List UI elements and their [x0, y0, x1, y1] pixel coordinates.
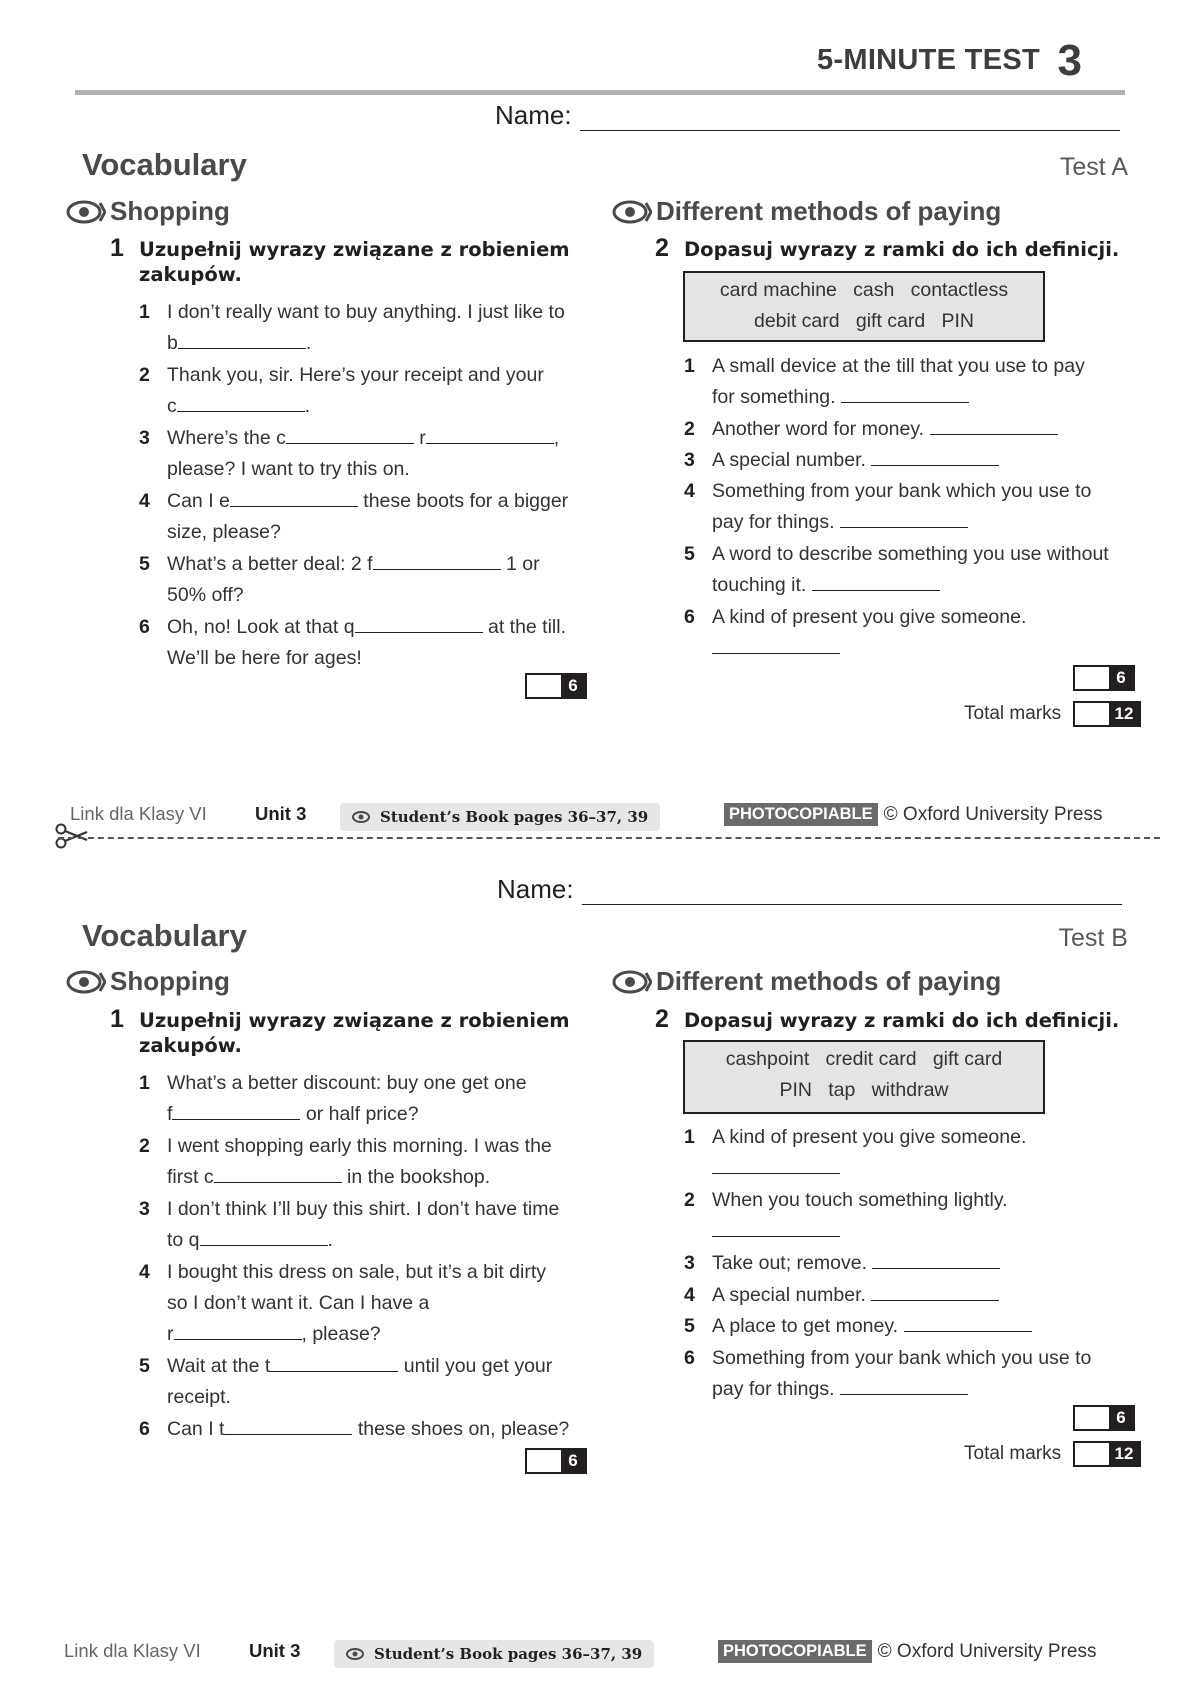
score-box [525, 1448, 587, 1474]
cut-line [58, 837, 1160, 839]
question-text: , please? [301, 1323, 381, 1345]
total-marks-label: Total marks [964, 703, 1062, 724]
question-text: f [167, 1103, 173, 1125]
word-box-line: cashpoint credit card gift card [725, 1048, 1003, 1070]
question-text: I bought this dress on sale, but it’s a bit dirty [167, 1261, 547, 1283]
instruction-line: zakupów. [139, 1034, 242, 1057]
answer-blank[interactable] [172, 1101, 300, 1120]
answer-blank[interactable] [904, 1313, 1032, 1332]
question-text: Oh, no! Look at that q [167, 616, 355, 638]
question-text: What’s a better deal: 2 f [167, 553, 373, 575]
answer-blank[interactable] [872, 1250, 1000, 1269]
word-box-line: card machine cash contactless [719, 279, 1009, 301]
score-input[interactable] [527, 675, 561, 697]
total-max: 12 [1109, 1443, 1139, 1465]
question-text: What’s a better discount: buy one get one [167, 1072, 527, 1094]
question-text: b [167, 332, 178, 354]
question-text: pay for things. [712, 1378, 835, 1400]
section-title: Vocabulary [82, 147, 247, 182]
total-marks-box [1073, 701, 1141, 727]
exercise-heading-text: Different methods of paying [656, 196, 1002, 226]
footer-unit: Unit 3 [255, 803, 307, 824]
question-text: until you get your [403, 1355, 553, 1377]
question-text: so I don’t want it. Can I have a [167, 1292, 430, 1314]
exercise-instruction [139, 237, 579, 287]
question-number: 2 [684, 1189, 695, 1211]
question-item [139, 549, 609, 611]
header-rule [75, 90, 1125, 95]
total-input[interactable] [1075, 1443, 1109, 1465]
word-box [683, 1040, 1045, 1114]
total-max: 12 [1109, 703, 1139, 725]
answer-blank[interactable] [426, 425, 554, 444]
score-box [1073, 665, 1135, 691]
question-text: We’ll be here for ages! [167, 647, 362, 669]
question-item [684, 445, 1154, 476]
question-number: 3 [139, 427, 150, 449]
answer-blank[interactable] [840, 509, 968, 528]
exercise-instruction: Dopasuj wyrazy z ramki do ich definicji. [684, 1009, 1120, 1032]
question-number: 2 [684, 418, 695, 440]
question-text: A place to get money. [712, 1315, 899, 1337]
scissors-icon [55, 822, 89, 850]
score-max: 6 [1109, 1407, 1133, 1429]
answer-blank[interactable] [286, 425, 414, 444]
question-number: 6 [139, 1418, 150, 1440]
name-label: Name: [495, 100, 572, 130]
question-number: 5 [139, 1355, 150, 1377]
score-input[interactable] [527, 1450, 561, 1472]
question-number: 6 [139, 616, 150, 638]
answer-blank[interactable] [812, 572, 940, 591]
question-item [139, 1351, 609, 1413]
score-box [525, 673, 587, 699]
question-text: to q [167, 1229, 200, 1251]
question-text: When you touch something lightly. [712, 1189, 1008, 1211]
question-text: Take out; remove. [712, 1252, 867, 1274]
eye-icon [612, 199, 652, 225]
question-item [684, 1280, 1154, 1311]
exercise-number: 1 [110, 1005, 124, 1033]
answer-blank[interactable] [270, 1353, 398, 1372]
question-text: Where’s the c [167, 427, 286, 449]
exercise-heading-paying [612, 196, 1001, 227]
answer-blank[interactable] [840, 1376, 968, 1395]
question-number: 4 [684, 1284, 695, 1306]
score-input[interactable] [1075, 667, 1109, 689]
word-box [683, 271, 1045, 342]
score-box [1073, 1405, 1135, 1431]
photocopiable-badge: PHOTOCOPIABLE [724, 803, 878, 826]
exercise-number: 1 [110, 234, 124, 262]
exercise-instruction: Dopasuj wyrazy z ramki do ich definicji. [684, 238, 1120, 261]
instruction-line: Uzupełnij wyrazy związane z robieniem [139, 238, 570, 261]
exercise-heading-shopping [66, 966, 230, 997]
copyright-text: © Oxford University Press [877, 1640, 1097, 1662]
question-number: 1 [139, 301, 150, 323]
instruction-line: Uzupełnij wyrazy związane z robieniem [139, 1009, 570, 1032]
question-number: 5 [139, 553, 150, 575]
exercise-heading-paying [612, 966, 1001, 997]
question-text: I don’t think I’ll buy this shirt. I don’t have time [167, 1198, 560, 1220]
test-label: Test A [1059, 153, 1128, 181]
question-item [684, 602, 1154, 664]
answer-blank[interactable] [712, 1218, 840, 1237]
question-text: pay for things. [712, 511, 835, 533]
question-number: 1 [684, 1126, 695, 1148]
question-item [139, 486, 609, 548]
question-text: at the till. [487, 616, 567, 638]
question-item [684, 1122, 1154, 1184]
answer-blank[interactable] [930, 416, 1058, 435]
question-number: 6 [684, 606, 695, 628]
question-text: . [327, 1229, 333, 1251]
eye-icon [66, 199, 106, 225]
answer-blank[interactable] [230, 488, 358, 507]
test-title: 5-MINUTE TEST [816, 44, 1040, 76]
exercise-heading-text: Shopping [110, 196, 230, 226]
question-text: r [419, 427, 426, 449]
answer-blank[interactable] [200, 1227, 328, 1246]
answer-blank[interactable] [214, 1164, 342, 1183]
question-item [684, 1248, 1154, 1279]
question-number: 4 [684, 480, 695, 502]
word-box-line: debit card gift card PIN [753, 310, 974, 332]
question-text: Thank you, sir. Here’s your receipt and your [167, 364, 544, 386]
answer-blank[interactable] [712, 1155, 840, 1174]
name-input-line[interactable] [580, 108, 1120, 131]
exercise-number: 2 [655, 1005, 669, 1033]
question-number: 2 [139, 364, 150, 386]
score-max: 6 [561, 675, 585, 697]
question-number: 3 [684, 1252, 695, 1274]
copyright-text: © Oxford University Press [883, 803, 1103, 825]
question-number: 2 [139, 1135, 150, 1157]
exercise-heading-text: Shopping [110, 966, 230, 996]
answer-blank[interactable] [841, 384, 969, 403]
question-text: Something from your bank which you use to [712, 1347, 1092, 1369]
copyright-notice [718, 1640, 1096, 1663]
question-text: A special number. [712, 449, 866, 471]
question-text: Something from your bank which you use to [712, 480, 1092, 502]
question-text: please? I want to try this on. [167, 458, 410, 480]
answer-blank[interactable] [871, 447, 999, 466]
answer-blank[interactable] [712, 635, 840, 654]
word-box-line: PIN tap withdraw [779, 1079, 949, 1101]
question-text: for something. [712, 386, 836, 408]
eye-icon [352, 810, 372, 824]
footer-unit: Unit 3 [249, 1640, 301, 1661]
question-item [684, 1311, 1154, 1342]
exercise-heading-text: Different methods of paying [656, 966, 1002, 996]
students-book-reference [334, 1640, 654, 1668]
name-field-row [497, 874, 1122, 905]
question-text: 50% off? [167, 584, 244, 606]
question-item [139, 1068, 609, 1130]
question-text: these boots for a bigger [363, 490, 569, 512]
eye-icon [346, 1647, 366, 1661]
answer-blank[interactable] [178, 330, 306, 349]
answer-blank[interactable] [177, 393, 305, 412]
question-number: 3 [139, 1198, 150, 1220]
students-book-pages: Student’s Book pages 36–37, 39 [380, 808, 649, 826]
question-text: receipt. [167, 1386, 231, 1408]
question-text: size, please? [167, 521, 281, 543]
question-item [139, 360, 599, 422]
answer-blank[interactable] [355, 614, 483, 633]
instruction-line: zakupów. [139, 263, 242, 286]
question-text: A word to describe something you use without [712, 543, 1109, 565]
footer-series: Link dla Klasy VI [70, 803, 207, 824]
question-text: Another word for money. [712, 418, 925, 440]
question-number: 1 [684, 355, 695, 377]
question-item [684, 351, 1154, 413]
question-number: 4 [139, 1261, 150, 1283]
question-text: I went shopping early this morning. I was the [167, 1135, 552, 1157]
eye-icon [66, 969, 106, 995]
answer-blank[interactable] [871, 1282, 999, 1301]
question-item [139, 423, 609, 485]
name-label: Name: [497, 874, 574, 904]
question-number: 3 [684, 449, 695, 471]
question-text: A special number. [712, 1284, 866, 1306]
footer-series: Link dla Klasy VI [64, 1640, 201, 1661]
score-max: 6 [561, 1450, 585, 1472]
score-max: 6 [1109, 667, 1133, 689]
photocopiable-badge: PHOTOCOPIABLE [718, 1640, 872, 1663]
question-item [139, 1131, 609, 1193]
question-text: A small device at the till that you use to pay [712, 355, 1085, 377]
copyright-notice [724, 803, 1102, 826]
exercise-number: 2 [655, 234, 669, 262]
total-input[interactable] [1075, 703, 1109, 725]
question-text: Can I t [167, 1418, 225, 1440]
question-item [139, 297, 599, 359]
question-text: Can I e [167, 490, 230, 512]
total-marks-box [1073, 1441, 1141, 1467]
answer-blank[interactable] [224, 1416, 352, 1435]
question-item [684, 476, 1154, 538]
question-number: 6 [684, 1347, 695, 1369]
question-item [139, 612, 609, 674]
question-text: r [167, 1323, 174, 1345]
question-text: c [167, 395, 177, 417]
question-text: A kind of present you give someone. [712, 1126, 1027, 1148]
question-number: 1 [139, 1072, 150, 1094]
total-marks-label: Total marks [964, 1443, 1062, 1464]
question-text: touching it. [712, 574, 807, 596]
students-book-pages: Student’s Book pages 36–37, 39 [374, 1645, 643, 1663]
exercise-heading-shopping [66, 196, 230, 227]
question-item [139, 1414, 609, 1445]
question-text: these shoes on, please? [357, 1418, 570, 1440]
eye-icon [612, 969, 652, 995]
question-text: I don’t really want to buy anything. I just like to [167, 301, 565, 323]
question-text: in the bookshop. [347, 1166, 491, 1188]
question-text: or half price? [305, 1103, 419, 1125]
answer-blank[interactable] [373, 551, 501, 570]
question-item [684, 414, 1154, 445]
question-text: . [305, 332, 312, 354]
question-text: 1 or [506, 553, 540, 575]
exercise-instruction [139, 1008, 579, 1058]
question-text: . [304, 395, 311, 417]
question-number: 5 [684, 543, 695, 565]
question-number: 5 [684, 1315, 695, 1337]
score-input[interactable] [1075, 1407, 1109, 1429]
test-label: Test B [1058, 924, 1128, 952]
students-book-reference [340, 803, 660, 831]
question-text: A kind of present you give someone. [712, 606, 1027, 628]
section-title: Vocabulary [82, 918, 247, 953]
question-item [139, 1257, 609, 1350]
test-number: 3 [1057, 36, 1082, 85]
question-item [684, 1185, 1154, 1247]
question-item [139, 1194, 609, 1256]
name-input-line[interactable] [582, 882, 1122, 905]
question-text: Wait at the t [167, 1355, 271, 1377]
question-item [684, 1343, 1154, 1405]
question-number: 4 [139, 490, 150, 512]
answer-blank[interactable] [174, 1321, 302, 1340]
question-text: , [553, 427, 560, 449]
question-item [684, 539, 1164, 601]
name-field-row [495, 100, 1120, 131]
question-text: first c [167, 1166, 214, 1188]
